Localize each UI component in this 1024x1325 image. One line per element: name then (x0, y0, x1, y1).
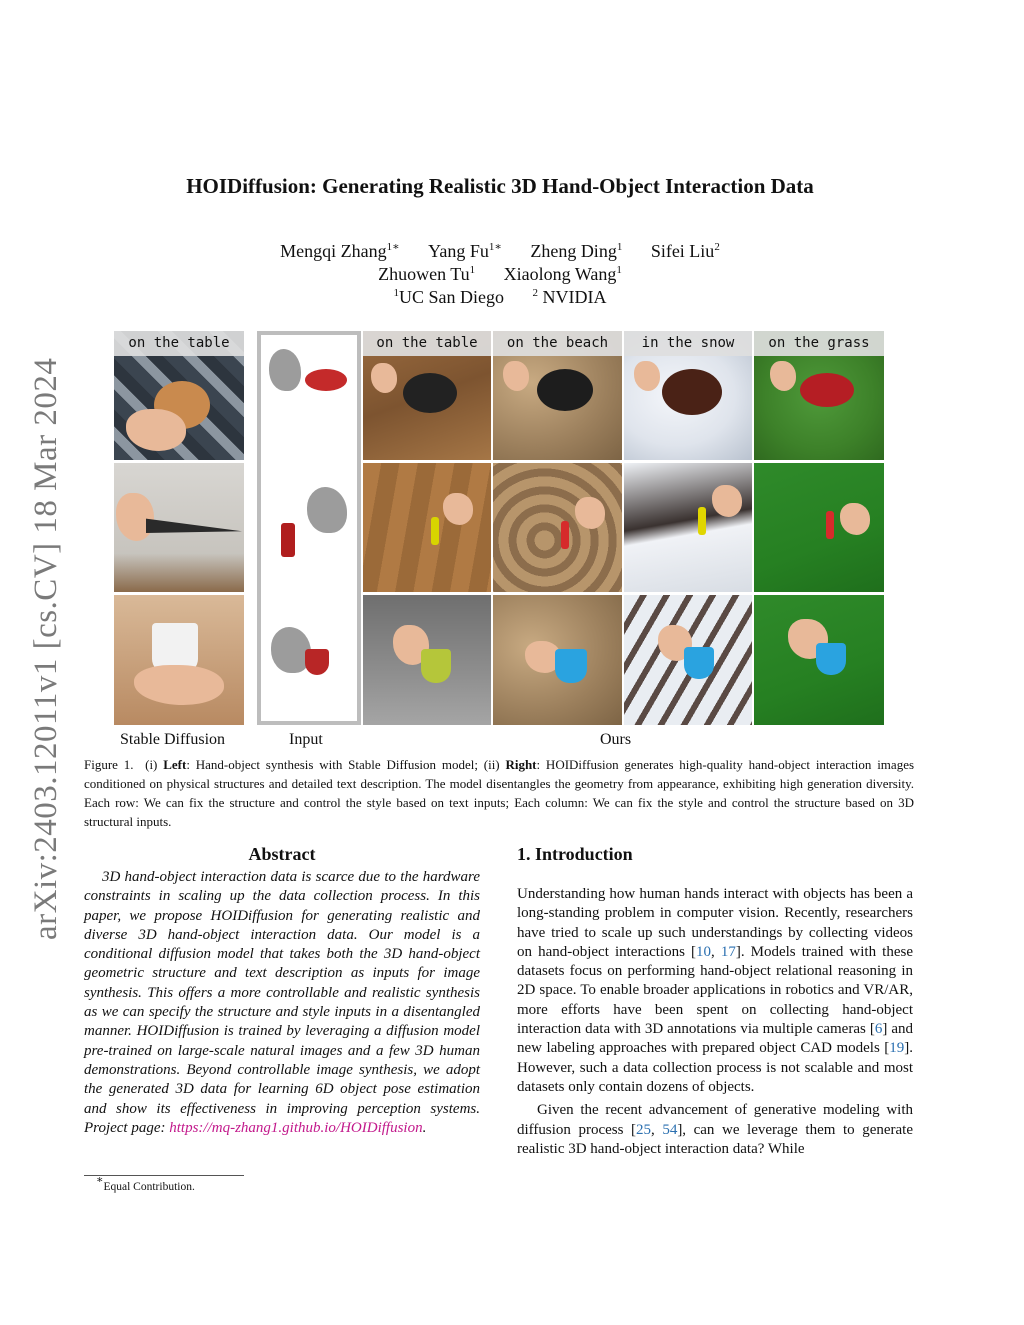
introduction-heading: 1. Introduction (517, 844, 633, 864)
image-caption: in the snow (624, 331, 752, 356)
sd-image-mug (114, 595, 244, 725)
image-caption: on the table (114, 331, 244, 356)
affiliations: $^1$UC San Diego $^2$ NVIDIA (393, 287, 607, 307)
footnote: ∗Equal Contribution. (96, 1174, 195, 1193)
ours-bowl-beach (493, 331, 622, 460)
footnote-divider (84, 1175, 244, 1176)
label-stable-diffusion: Stable Diffusion (120, 731, 226, 748)
introduction-body: Understanding how human hands interact with objects has been a long-standing problem in computer vision. Recently, researchers have tried to scale up such understandings by collecting videos on hand-object interactions [10, 17]. Models trained with these datasets focus on performing hand-object relational reasoning in 2D space. To enable broader applications in robotics and VR/AR, more efforts have been spent on collecting hand-object interaction data with 3D annotations via multiple cameras [6] and new labeling approaches with prepared object CAD models [19]. However, such a data collection process is not scalable and most datasets only contain dozens of objects. Given the recent advancement of generative modeling with diffusion process [25, 54], can we leverage them to generate realistic 3D hand-object interaction data? While (517, 886, 913, 1157)
author: Yang $Fu^{1∗}$ (428, 241, 502, 261)
ours-bowl-grass (754, 331, 884, 460)
citation-link[interactable]: 10 (696, 943, 711, 960)
ours-bowl-table (363, 331, 491, 460)
sd-image-knife (114, 463, 244, 592)
citation-link[interactable]: 6 (874, 1021, 883, 1038)
ours-mug-beach (493, 595, 622, 725)
ours-knife-table (363, 463, 491, 592)
ours-mug-grass (754, 595, 884, 725)
ours-mug-table (363, 595, 491, 725)
citation-link[interactable]: 54 (662, 1121, 678, 1138)
sd-image-bowl (114, 331, 244, 460)
ours-knife-snow (624, 463, 752, 592)
ours-bowl-snow (624, 331, 752, 460)
paper-title: HOIDiffusion: Generating Realistic 3D Hand-Object Interaction Data (186, 174, 814, 198)
arxiv-identifier: arXiv:2403.12011v1 [cs.CV] 18 Mar 2024 (28, 357, 64, 940)
ours-knife-grass (754, 463, 884, 592)
label-ours: Ours (600, 731, 632, 748)
author: Zheng Ding$^1$ (530, 241, 623, 261)
citation-link[interactable]: 25 (636, 1121, 651, 1138)
citation-link[interactable]: 17 (720, 943, 736, 960)
figure-caption: Figure 1. (i) Left: Hand-object synthesis with Stable Diffusion model; (ii) Right: HOIDiffusion generates high-quality hand-object interaction images conditioned on physical structures and detailed text description. The model disentangles the geometry from appearance, exhibiting high generation diversity. Each row: We can fix the structure and control the style based on text inputs; Each column: We can fix the style and control the structure based on 3D structural inputs. (84, 757, 915, 829)
image-caption: on the grass (754, 331, 884, 356)
image-caption: on the table (363, 331, 491, 356)
abstract-heading: Abstract (248, 844, 316, 864)
abstract-body: 3D hand-object interaction data is scarce due to the hardware constraints in scaling up the data collection process. In this paper, we propose HOIDiffusion for generating realistic and diverse 3D hand-object interaction data. Our model is a conditional diffusion model that takes both the 3D hand-object geometric structure and text description as inputs for image synthesis. This offers a more controllable and realistic synthesis as we can specify the structure and style inputs in a disentangled manner. HOIDiffusion is trained by leveraging a diffusion model pre-trained on large-scale natural images and a few 3D human demonstrations. Beyond controllable image synthesis, we adopt the generated 3D data for learning 6D object pose estimation and show its effectiveness in improving perception systems. Project page: https://mq-zhang1.github.io/HOIDiffusion. (84, 869, 480, 1136)
ours-mug-snow (624, 595, 752, 725)
input-structures (257, 331, 361, 725)
author: Sifei Liu$^2$ (650, 241, 720, 261)
label-input: Input (289, 731, 323, 748)
author: Zhuowen Tu$^1$ (378, 264, 476, 284)
author: Mengqi Zhang$^{1∗}$ (280, 241, 400, 261)
ours-knife-beach (493, 463, 622, 592)
author-block (160, 240, 840, 309)
author: Xiaolong Wang$^1$ (503, 264, 622, 284)
image-caption: on the beach (493, 331, 622, 356)
project-page-link[interactable]: https://mq-zhang1.github.io/HOIDiffusion (169, 1119, 423, 1136)
citation-link[interactable]: 19 (889, 1040, 905, 1057)
